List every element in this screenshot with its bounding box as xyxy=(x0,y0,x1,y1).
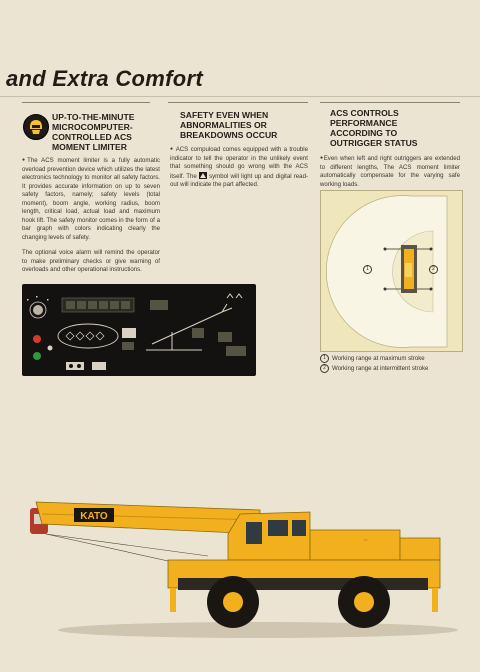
column-1-paragraph-1: ● The ACS moment limiter is a fully automatic overload prevention device which utilizes the latest electronics technology to monitor all safety factors. It provides accurate information on up to seven safety factors, namely; safety levels (total moment), boom angle, working radius, boom length, critical load, actual load and maximum hook lift. The safety monitor comes in the form of a bar graph with colors indicating clearly the changing levels of safety. xyxy=(22,156,160,242)
page-headline: and Extra Comfort xyxy=(6,66,204,91)
column-1-heading: UP-TO-THE-MINUTE MICROCOMPUTER- CONTROLLED ACS MOMENT LIMITER xyxy=(52,112,135,152)
range-marker-2: 2 xyxy=(429,265,438,274)
column-2-text-part-2: symbol will light up and digital read-out will indicate the part affected. xyxy=(170,172,308,188)
column-1-paragraph-2: The optional voice alarm will remind the operator to make preliminary checks or give warning of overloads and other operational instructions. xyxy=(22,249,160,273)
column-1-rule xyxy=(22,102,150,103)
warning-symbol-icon xyxy=(199,172,207,179)
column-3-rule xyxy=(320,102,460,103)
column-3-paragraph-1: ● Even when left and right outriggers are extended to different lengths, The ACS moment limiter automatically compensate for the varying safe working loads. xyxy=(320,154,460,189)
operator-helmet-icon xyxy=(23,114,49,140)
diagram-legend xyxy=(320,354,428,373)
column-2-body xyxy=(170,145,308,190)
crane-brand-logo: KATO xyxy=(80,511,108,522)
column-2-rule xyxy=(168,102,308,103)
legend-number: 1 xyxy=(320,354,329,363)
column-3-heading: ACS CONTROLS PERFORMANCE ACCORDING TO OUTRIGGER STATUS xyxy=(330,108,418,148)
headline-divider xyxy=(0,96,480,97)
legend-text: Working range at maximum stroke xyxy=(332,355,425,362)
column-2-heading: SAFETY EVEN WHEN ABNORMALITIES OR BREAKDOWNS OCCUR xyxy=(180,110,278,140)
legend-item xyxy=(320,364,428,374)
legend-number: 2 xyxy=(320,364,329,373)
svg-text:~: ~ xyxy=(364,538,368,544)
column-2-text-part-1: ACS compuload comes equipped with a trouble indicator to tell the operator in the unlikely event that something should go wrong with the ACS itself. The xyxy=(170,146,308,180)
legend-item xyxy=(320,354,428,364)
acs-control-panel-illustration xyxy=(22,284,256,376)
kato-rough-terrain-crane-image xyxy=(28,490,458,640)
column-1-body xyxy=(22,156,160,282)
legend-text: Working range at intermittent stroke xyxy=(332,364,429,372)
range-marker-1: 1 xyxy=(363,265,372,274)
outrigger-working-range-diagram xyxy=(320,190,463,352)
